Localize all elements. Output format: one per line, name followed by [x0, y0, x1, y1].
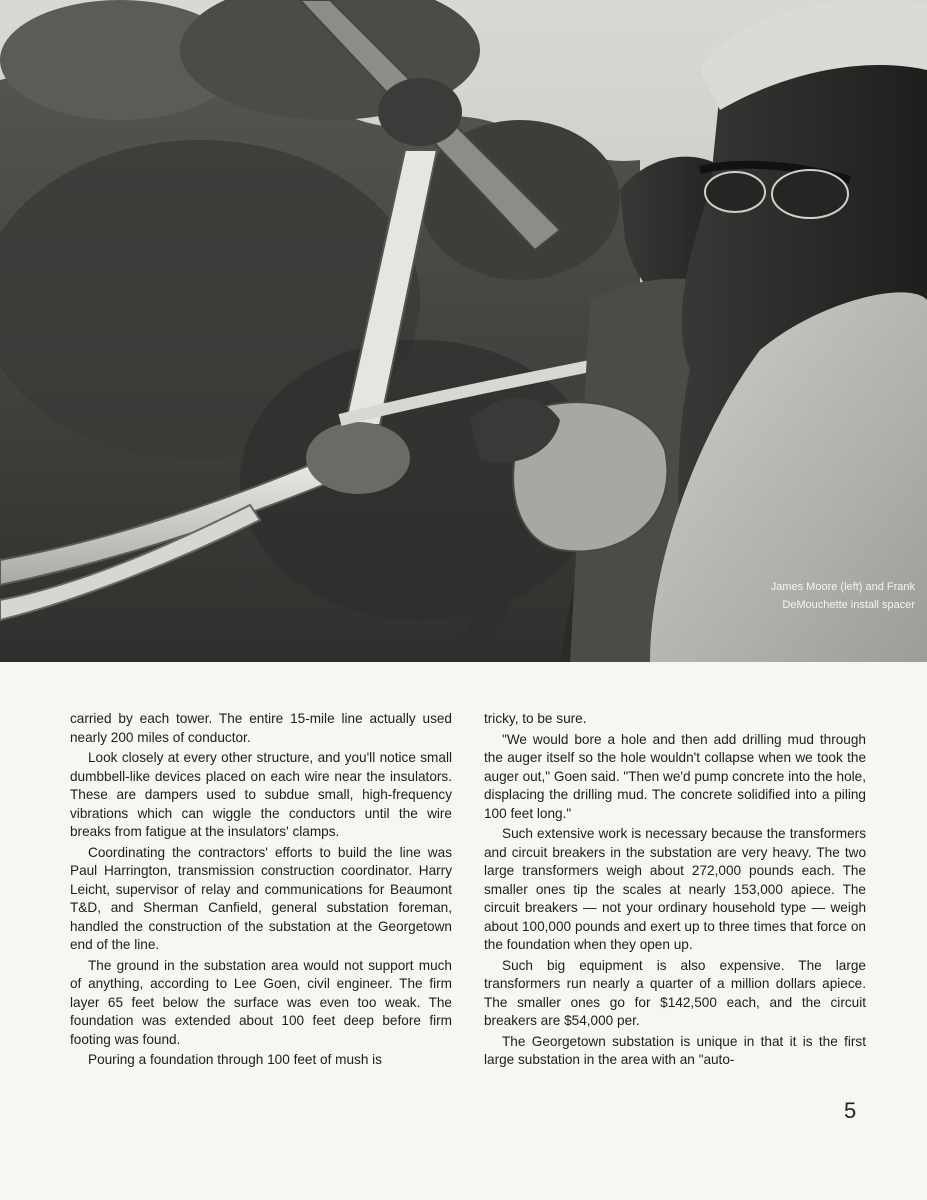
left-paragraph-3: Coordinating the contractors' efforts to build the line was Paul Harrington, transmission construction coordinator. Harry Leicht, supervisor of relay and communications for Beaumont T&D, and Sherman Canfield, general substation foreman, handled the construction of the substation at the Georgetown end of the line.: [70, 844, 452, 952]
photo-caption: [715, 578, 915, 614]
left-paragraph-2: Look closely at every other structure, and you'll notice small dumbbell-like devices placed on each wire near the insulators. These are dampers used to subdue small, high-frequency vibrations which can wiggle the conductors until the wire breaks from fatigue at the insulators' clamps.: [70, 750, 452, 839]
right-paragraph-4: Such big equipment is also expensive. The large transformers run nearly a quarter of a million dollars apiece. The smaller ones go for $142,500 each, and the circuit breakers are $54,000 per.: [484, 957, 866, 1028]
photo-caption-line-1: James Moore (left) and Frank: [770, 581, 915, 593]
left-paragraph-5: Pouring a foundation through 100 feet of mush is: [88, 1052, 382, 1067]
left-paragraph-4: The ground in the substation area would not support much of anything, according to Lee Goen, civil engineer. The firm layer 65 feet below the surface was even too weak. The foundation was extended about 100 feet deep before firm footing was found.: [70, 957, 452, 1047]
right-paragraph-1: tricky, to be sure.: [484, 711, 587, 726]
page-number: 5: [844, 1098, 857, 1123]
right-paragraph-5: The Georgetown substation is unique in that it is the first large substation in the area with an "auto-: [484, 1033, 866, 1067]
right-paragraph-3: Such extensive work is necessary because the transformers and circuit breakers in the substation are very heavy. The two large transformers weigh about 272,000 pounds each. The smaller ones tip the scales at nearly 153,000 apiece. The circuit breakers — not your ordinary household type — weigh about 100,000 pounds and exert up to three times that force on the foundation when they open up.: [484, 826, 866, 952]
photo-caption-line-2: DeMouchette install spacer: [782, 599, 915, 611]
article-right-column: [484, 710, 866, 1072]
right-paragraph-2: "We would bore a hole and then add drilling mud through the auger itself so the hole wouldn't collapse when we took the auger out," Goen said. "Then we'd pump concrete into the hole, displacing the drilling mud. The concrete solidified into a piling 100 feet long.": [484, 731, 866, 821]
article-left-column: [70, 710, 452, 1072]
left-paragraph-1: carried by each tower. The entire 15-mile line actually used nearly 200 miles of conductor.: [70, 711, 452, 745]
